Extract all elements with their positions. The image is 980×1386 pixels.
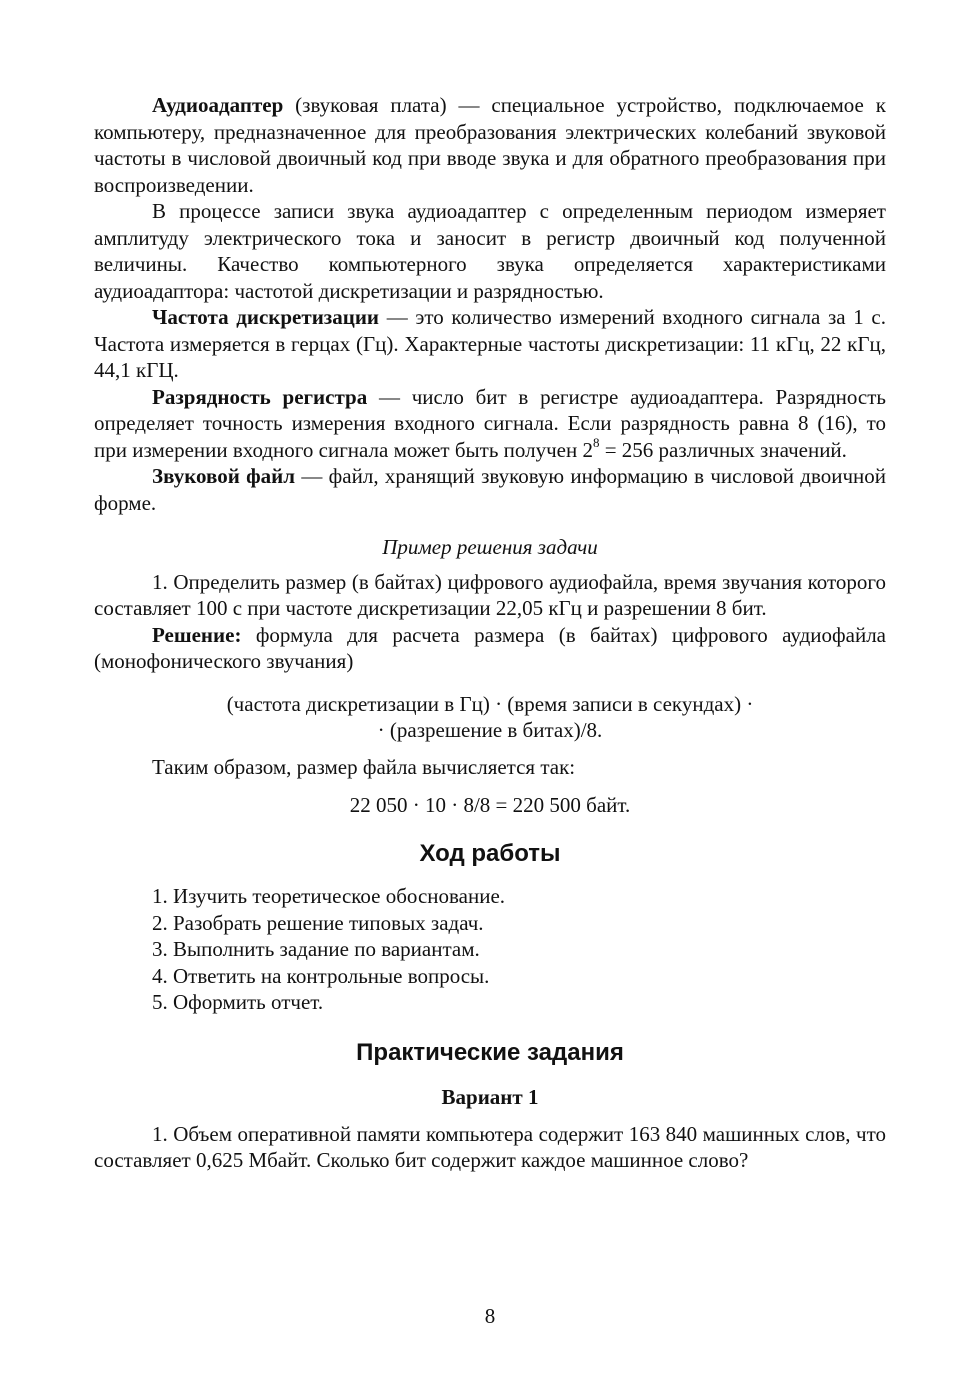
- practice-task-1: 1. Объем оперативной памяти компьютера содержит 163 840 машинных слов, что составляет 0,625 Мбайт. Сколько бит содержит каждое машинное слово?: [94, 1121, 886, 1172]
- paragraph-bit-depth: Разрядность регистра — число бит в регистре аудиоадаптера. Разрядность определяет точность измерения входного сигнала. Если разрядность равна 8 (16), то при измерении входного сигнала может быть получен $2^8 = 256$ различных значений.: [94, 384, 886, 462]
- variant-title: Вариант 1: [441, 1085, 539, 1109]
- paragraph-recording: В процессе записи звука аудиоадаптер с определенным периодом измеряет амплитуду электрического тока и заносит в регистр двоичный код полученной величины. Качество компьютерного звука определяется характеристиками аудиоадаптора: частотой дискретизации и разрядностью.: [94, 199, 886, 303]
- list-item: 5. Оформить отчет.: [152, 990, 324, 1014]
- formula-line-2: · (разрешение в битах)/8.: [377, 718, 603, 742]
- example-task: 1. Определить размер (в байтах) цифрового аудиофайла, время звучания которого составляет 100 с при частоте дискретизации 22,05 кГц и разрешении 8 бит.: [94, 569, 886, 620]
- page-number: 8: [484, 1304, 496, 1328]
- term-sampling-rate: Частота дискретизации: [152, 305, 380, 329]
- heading-practice: Практические задания: [356, 1038, 624, 1066]
- heading-workflow: Ход работы: [419, 839, 561, 867]
- paragraph-sound-file: Звуковой файл — файл, хранящий звуковую информацию в числовой двоичной форме.: [94, 464, 887, 515]
- superscript-exponent: 8: [592, 434, 600, 450]
- solution-label: Решение:: [152, 622, 242, 647]
- page-body: [94, 92, 886, 1174]
- term-bit-depth: Разрядность регистра: [152, 384, 368, 409]
- formula-line-1: (частота дискретизации в Гц) · (время записи в секундах) ·: [226, 691, 754, 716]
- paragraph-sampling-rate: Частота дискретизации — это количество измерений входного сигнала за 1 с. Частота измеряется в герцах (Гц). Характерные частоты дискретизации: 11 кГц, 22 кГц, 44,1 кГЦ.: [94, 305, 886, 382]
- list-item: 2. Разобрать решение типовых задач.: [152, 910, 484, 935]
- list-item: 4. Ответить на контрольные вопросы.: [152, 963, 490, 988]
- example-thus: Таким образом, размер файла вычисляется так:: [152, 754, 576, 779]
- example-calculation: 22 050 · 10 · 8/8 = 220 500 байт.: [349, 793, 631, 817]
- term-audio-adapter: Аудиоадаптер: [152, 93, 284, 117]
- term-sound-file: Звуковой файл: [152, 464, 296, 488]
- example-solution: Решение: формула для расчета размера (в байтах) цифрового аудиофайла (монофонического звучания): [94, 622, 886, 673]
- example-title: Пример решения задачи: [382, 535, 598, 559]
- workflow-steps: [94, 883, 886, 1016]
- list-item: 1. Изучить теоретическое обоснование.: [152, 884, 506, 908]
- list-item: 3. Выполнить задание по вариантам.: [152, 937, 480, 961]
- paragraph-audio-adapter: Аудиоадаптер (звуковая плата) — специальное устройство, подключаемое к компьютеру, предназначенное для преобразования электрических колебаний звуковой частоты в числовой двоичный код при вводе звука и для обратного преобразования при воспроизведении.: [94, 93, 886, 197]
